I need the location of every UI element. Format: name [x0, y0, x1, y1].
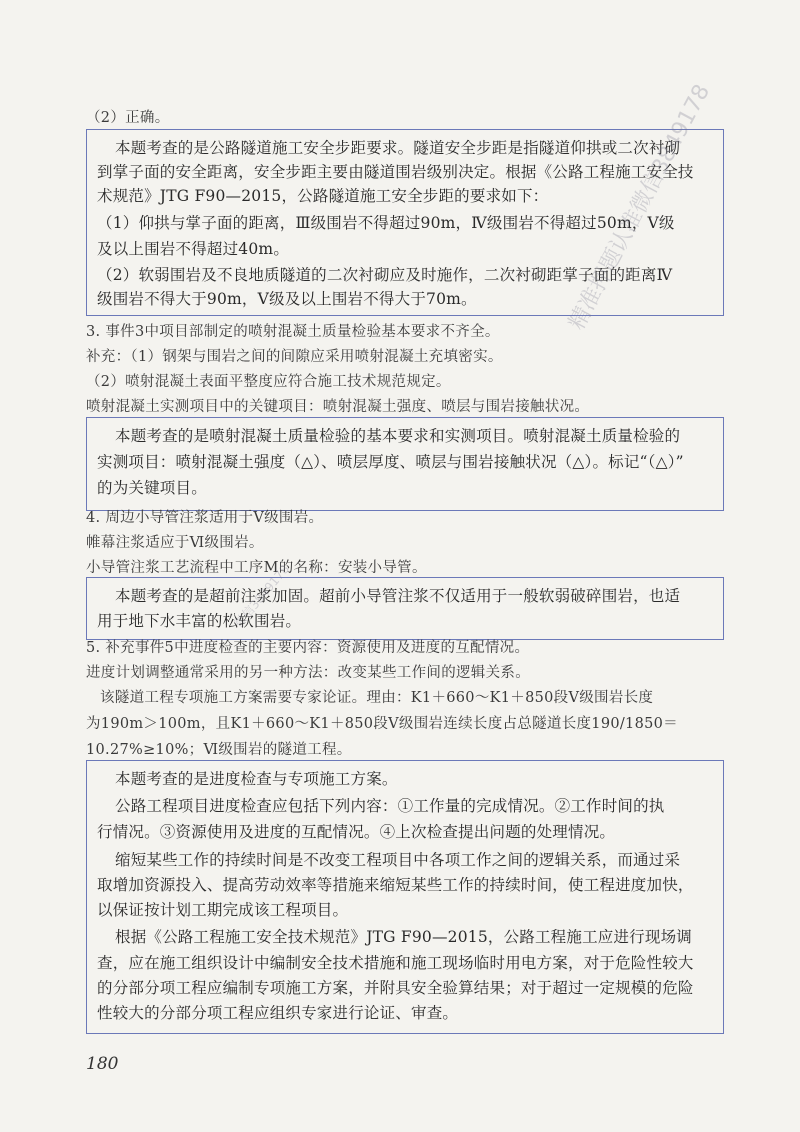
- answer5-line: 5. 补充事件5中进度检查的主要内容：资源使用及进度的互配情况。: [86, 640, 530, 656]
- answer5-line: 为190m＞100m，且K1＋660～K1＋850段Ⅴ级围岩连续长度占总隧道长度190/1850＝: [86, 716, 678, 732]
- watermark-main: 精准押题认准微信3849178: [564, 80, 716, 335]
- page-number: 180: [86, 1054, 119, 1074]
- box4-line: 取增加资源投入、提高劳动效率等措施来缩短某些工作的持续时间，使工程进度加快，: [97, 876, 694, 894]
- box4-line: 公路工程项目进度检查应包括下列内容：①工作量的完成情况。②工作时间的执: [115, 797, 665, 815]
- watermark-small: 微信3849178: [231, 561, 293, 631]
- box1-line: （1）仰拱与掌子面的距离，Ⅲ级围岩不得超过90m，Ⅳ级围岩不得超过50m，Ⅴ级: [97, 214, 675, 232]
- box1-line: 及以上围岩不得超过40m。: [97, 240, 290, 258]
- box4-line: 查，应在施工组织设计中编制安全技术措施和施工现场临时用电方案，对于危险性较大: [97, 954, 694, 972]
- box1-line: 级围岩不得大于90m，Ⅴ级及以上围岩不得大于70m。: [97, 290, 477, 308]
- answer5-line: 10.27%≥10%；Ⅵ级围岩的隧道工程。: [86, 742, 352, 758]
- explanation-box-shotcrete: [86, 417, 724, 511]
- answer5-line: 进度计划调整通常采用的另一种方法：改变某些工作间的逻辑关系。: [86, 665, 530, 681]
- answer3-line: （2）喷射混凝土表面平整度应符合施工技术规范规定。: [86, 374, 451, 390]
- box4-line: 的分部分项工程应编制专项施工方案，并附具安全验算结果；对于超过一定规模的危险: [97, 979, 694, 997]
- answer5-line: 该隧道工程专项施工方案需要专家论证。理由：K1＋660～K1＋850段Ⅴ级围岩长度: [100, 690, 654, 706]
- answer3-line: 补充：（1）钢架与围岩之间的间隙应采用喷射混凝土充填密实。: [86, 349, 503, 365]
- box1-line: 到掌子面的安全距离，安全步距主要由隧道围岩级别决定。根据《公路工程施工安全技: [97, 163, 694, 181]
- box2-line: 本题考查的是喷射混凝土质量检验的基本要求和实测项目。喷射混凝土质量检验的: [115, 427, 681, 445]
- answer3-line: 喷射混凝土实测项目中的关键项目：喷射混凝土强度、喷层与围岩接触状况。: [86, 399, 590, 415]
- explanation-box-safety-distance: [86, 129, 724, 316]
- answer4-line: 帷幕注浆适应于Ⅵ级围岩。: [86, 535, 264, 551]
- explanation-box-progress: [86, 760, 724, 1034]
- box4-line: 性较大的分部分项工程应组织专家进行论证、审查。: [97, 1004, 459, 1022]
- box4-line: 缩短某些工作的持续时间是不改变工程项目中各项工作之间的逻辑关系，而通过采: [115, 851, 681, 869]
- box4-line: 行情况。③资源使用及进度的互配情况。④上次检查提出问题的处理情况。: [97, 823, 616, 841]
- answer4-line: 小导管注浆工艺流程中工序M的名称：安装小导管。: [86, 560, 427, 576]
- answer-2-correct: （2）正确。: [86, 110, 170, 126]
- box4-line: 本题考查的是进度检查与专项施工方案。: [115, 770, 398, 788]
- answer3-line: 3. 事件3中项目部制定的喷射混凝土质量检验基本要求不齐全。: [86, 324, 500, 340]
- box3-line: 用于地下水丰富的松软围岩。: [97, 612, 302, 630]
- box4-line: 以保证按计划工期完成该工程项目。: [97, 901, 349, 919]
- explanation-box-grouting: [86, 577, 724, 640]
- answer4-line: 4. 周边小导管注浆适用于Ⅴ级围岩。: [86, 510, 324, 526]
- box3-line: 本题考查的是超前注浆加固。超前小导管注浆不仅适用于一般软弱破碎围岩，也适: [115, 587, 681, 605]
- box1-line: 术规范》JTG F90—2015，公路隧道施工安全步距的要求如下：: [97, 187, 549, 205]
- box1-line: 本题考查的是公路隧道施工安全步距要求。隧道安全步距是指隧道仰拱或二次衬砌: [115, 139, 681, 157]
- box2-line: 实测项目：喷射混凝土强度（△）、喷层厚度、喷层与围岩接触状况（△）。标记“（△）”: [97, 453, 684, 471]
- box1-line: （2）软弱围岩及不良地质隧道的二次衬砌应及时施作，二次衬砌距掌子面的距离Ⅳ: [97, 266, 673, 284]
- box2-line: 的为关键项目。: [97, 479, 207, 497]
- box4-line: 根据《公路工程施工安全技术规范》JTG F90—2015，公路工程施工应进行现场调: [115, 928, 692, 946]
